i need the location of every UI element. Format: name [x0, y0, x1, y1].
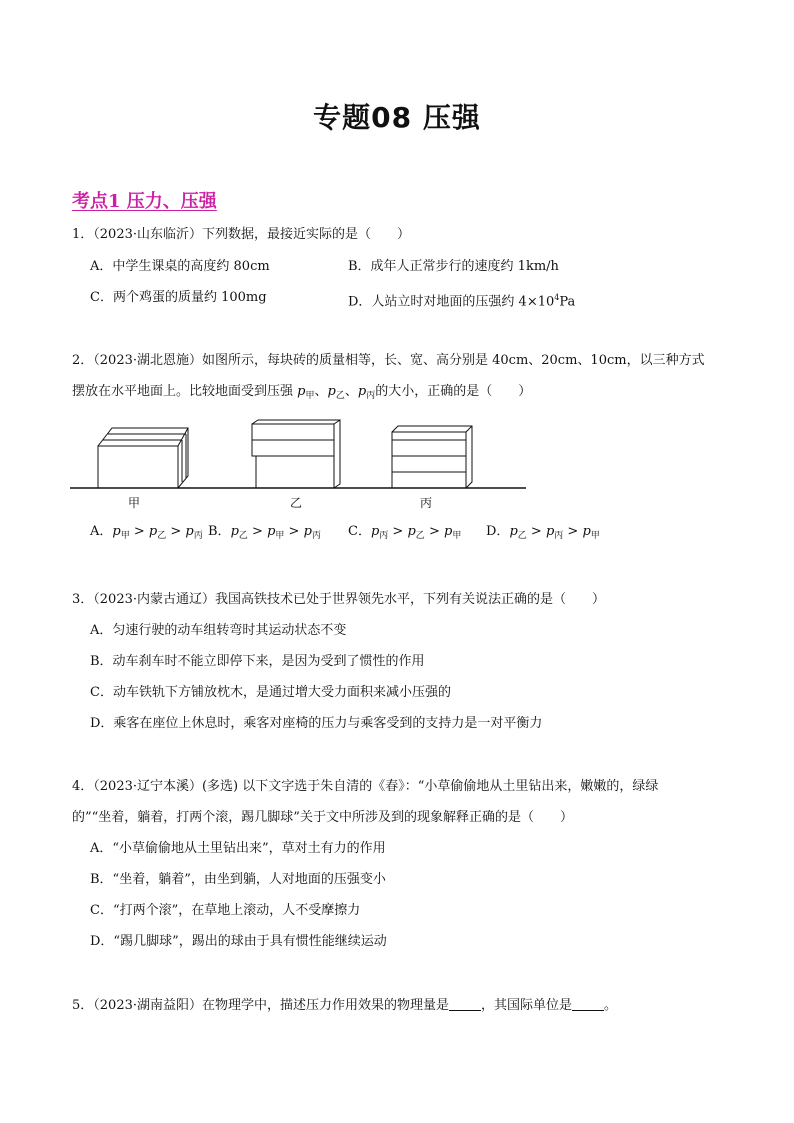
figure-label-jia: 甲	[128, 496, 141, 510]
question-3-stem: 3．（2023·内蒙古通辽）我国高铁技术已处于世界领先水平，下列有关说法正确的是（ ）	[72, 592, 605, 607]
question-2-option-d: D．$p_乙 > p_丙 > p_甲$	[486, 524, 600, 541]
question-4-option-b: B．“坐着，躺着”，由坐到躺，人对地面的压强变小	[90, 872, 386, 887]
question-4-option-c: C．“打两个滚”，在草地上滚动，人不受摩擦力	[90, 903, 361, 918]
bricks-figure	[70, 418, 530, 518]
figure-label-yi: 乙	[290, 496, 303, 510]
question-3-option-d: D．乘客在座位上休息时，乘客对座椅的压力与乘客受到的支持力是一对平衡力	[90, 716, 543, 731]
question-2-option-a: A．$p_甲 > p_乙 > p_丙$	[90, 524, 203, 541]
question-1-option-c: C．两个鸡蛋的质量约 100mg	[90, 290, 267, 305]
question-2-option-b: B．$p_乙 > p_甲 > p_丙$	[208, 524, 321, 541]
question-1-option-d: D．人站立时对地面的压强约 $4\times 10^4Pa$	[348, 293, 576, 310]
section-heading: 考点1 压力、压强	[72, 191, 217, 212]
question-3-option-b: B．动车刹车时不能立即停下来，是因为受到了惯性的作用	[90, 654, 425, 669]
question-5-stem: 5．（2023·湖南益阳）在物理学中，描述压力作用效果的物理量是 ，其国际单位是 。	[72, 998, 618, 1013]
question-4-stem-line-2: 的”“坐着，躺着，打两个滚，踢几脚球”关于文中所涉及到的现象解释正确的是（ ）	[72, 810, 573, 825]
question-4-stem-line-1: 4．（2023·辽宁本溪）(多选) 以下文字选于朱自清的《春》：“小草偷偷地从土里钻出来，嫩嫩的，绿绿	[72, 779, 659, 794]
figure-label-bing: 丙	[420, 496, 433, 510]
question-1-stem: 1．（2023·山东临沂）下列数据，最接近实际的是（ ）	[72, 227, 410, 242]
question-1-option-a: A．中学生课桌的高度约 80cm	[90, 259, 270, 274]
brick-stack-yi	[252, 420, 340, 488]
question-1-option-b: B．成年人正常步行的速度约 1km/h	[348, 259, 559, 274]
answer-blank-2[interactable]	[572, 998, 604, 1011]
question-2-option-c: C．$p_丙 > p_乙 > p_甲$	[348, 524, 462, 541]
answer-blank-1[interactable]	[449, 998, 481, 1011]
question-3-option-a: A．匀速行驶的动车组转弯时其运动状态不变	[90, 623, 347, 638]
page-title: 专题08 压强	[313, 101, 481, 134]
brick-stack-jia	[98, 428, 188, 488]
brick-stack-bing	[392, 426, 472, 488]
question-4-option-a: A．“小草偷偷地从土里钻出来”，草对土有力的作用	[90, 841, 386, 856]
question-4-option-d: D．“踢几脚球”，踢出的球由于具有惯性能继续运动	[90, 934, 387, 949]
question-2-stem-line-2: 摆放在水平地面上。比较地面受到压强 $p_甲$、$p_乙$、$p_丙$的大小，正确的是（ ）	[72, 384, 532, 401]
question-2-stem-line-1: 2．（2023·湖北恩施）如图所示，每块砖的质量相等，长、宽、高分别是 40cm、20cm、10cm，以三种方式	[72, 353, 705, 368]
question-3-option-c: C．动车铁轨下方铺放枕木，是通过增大受力面积来减小压强的	[90, 685, 451, 700]
